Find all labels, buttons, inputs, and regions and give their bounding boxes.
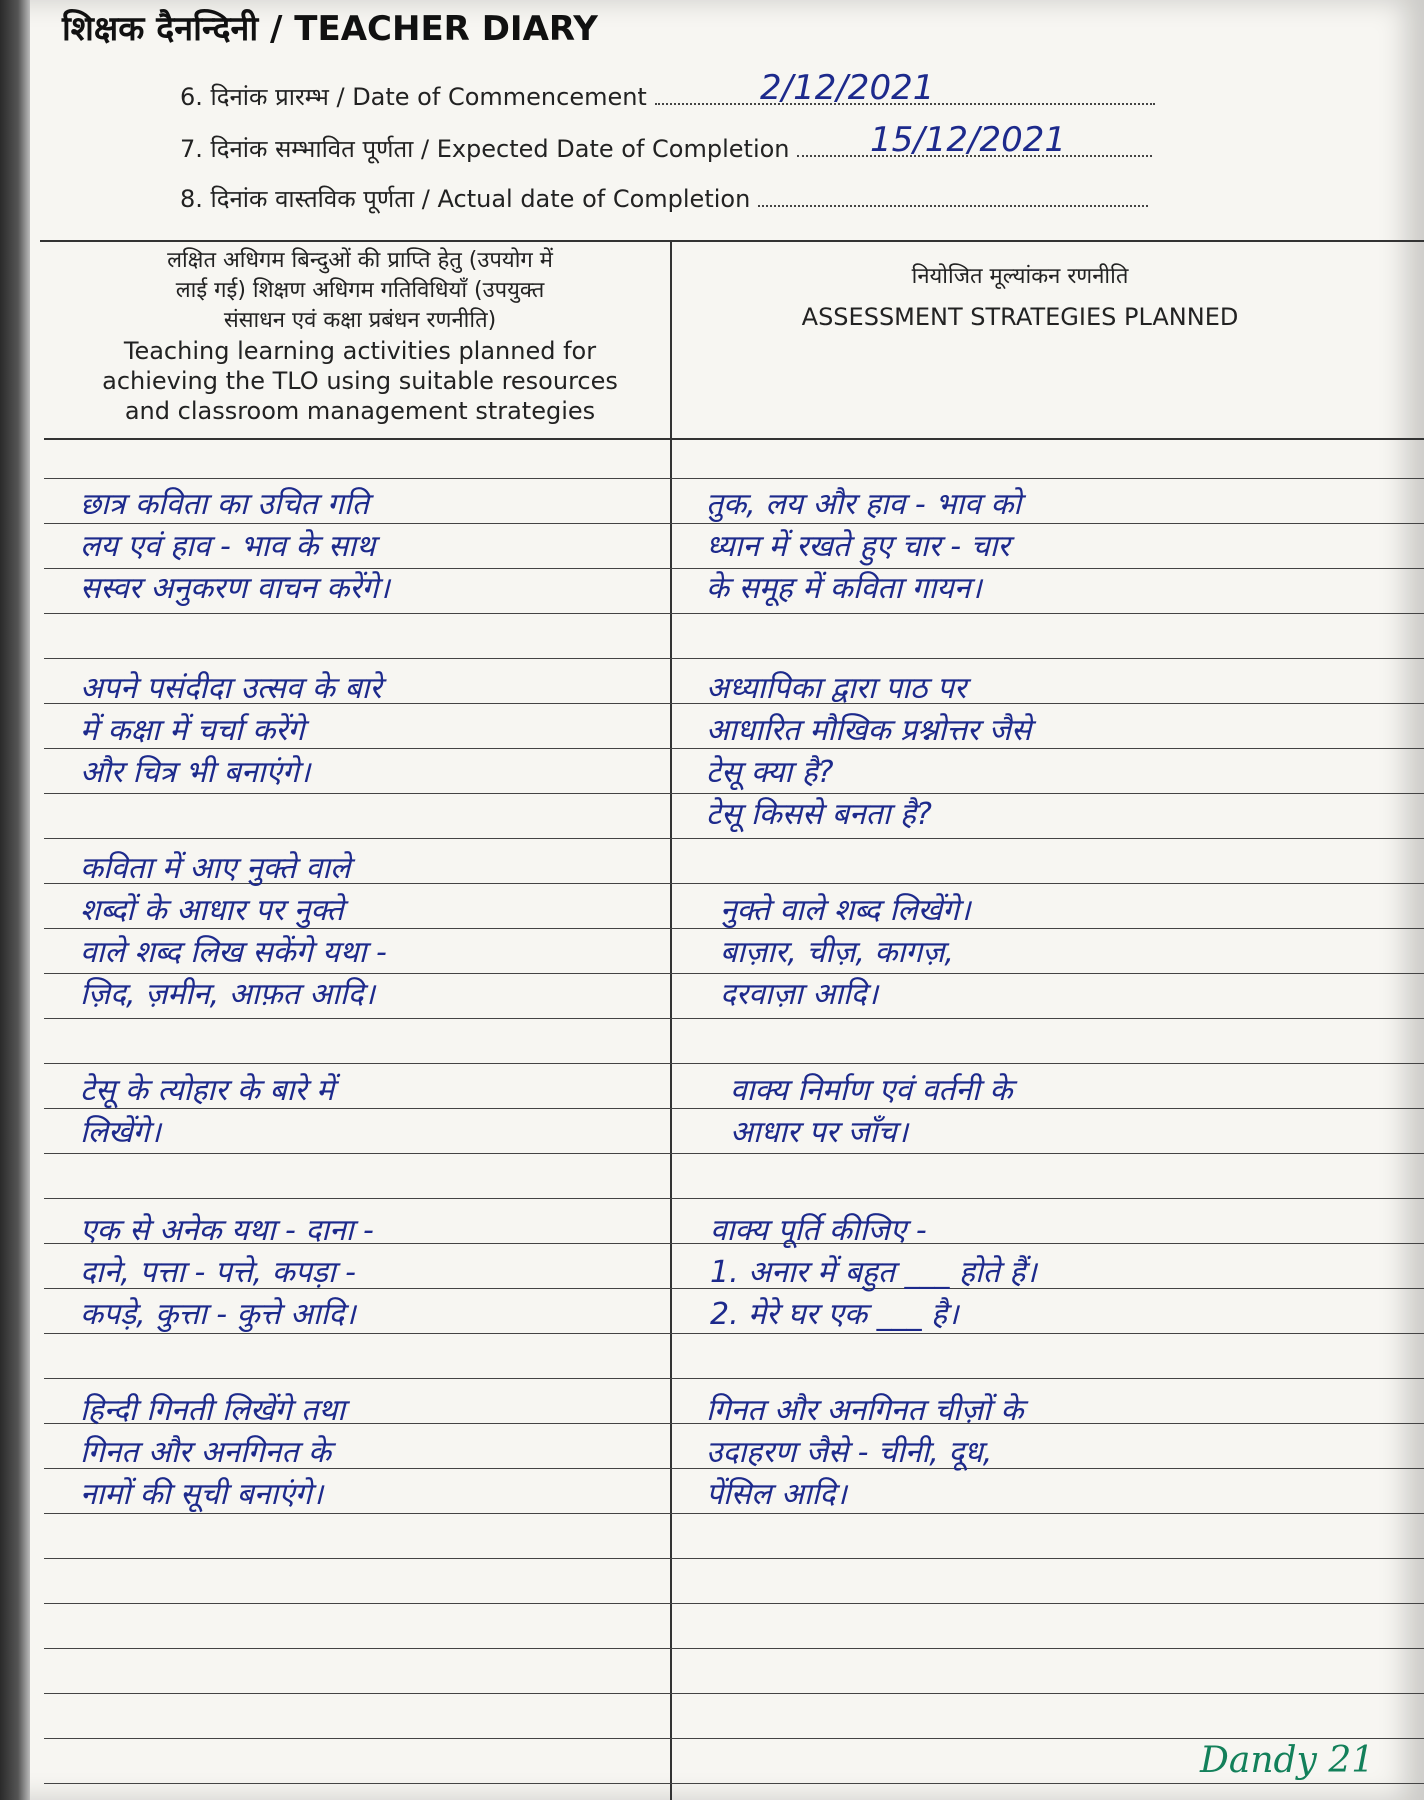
assessment-cell: [710, 1210, 1037, 1336]
header-english-line: and classroom management strategies: [124, 397, 596, 425]
text-line: 1. अनार में बहुत ___ होते हैं।: [710, 1255, 1037, 1290]
header-english: ASSESSMENT STRATEGIES PLANNED: [801, 303, 1239, 331]
ruled-line: [44, 1738, 1424, 1739]
text-line: लिखेंगे।: [80, 1115, 161, 1150]
column-divider: [670, 240, 672, 1800]
activity-cell: [80, 1070, 334, 1154]
header-hindi-line: लक्षित अधिगम बिन्दुओं की प्राप्ति हेतु (उपयोग में: [167, 248, 553, 273]
assessment-cell: [706, 668, 1031, 836]
header-hindi-line: लाई गई) शिक्षण अधिगम गतिविधियाँ (उपयुक्त: [175, 278, 545, 303]
ruled-line: [44, 1018, 1424, 1019]
activity-cell: [80, 484, 390, 610]
ruled-line: [44, 1558, 1424, 1559]
text-line: आधार पर जाँच।: [730, 1115, 908, 1150]
ruled-line: [44, 1693, 1424, 1694]
field-label: 7. दिनांक सम्भावित पूर्णता / Expected Date of Completion: [180, 135, 790, 163]
table-top-rule: [40, 240, 1424, 242]
header-bottom-rule: [44, 438, 1424, 440]
field-value-expected: 15/12/2021: [870, 120, 1066, 160]
text-line: छात्र कविता का उचित गति: [80, 487, 369, 522]
activity-cell: [80, 1390, 345, 1516]
text-line: टेसू किससे बनता है?: [706, 797, 932, 832]
ruled-line: [44, 1603, 1424, 1604]
binding-edge: [0, 0, 30, 1800]
text-line: में कक्षा में चर्चा करेंगे: [80, 713, 305, 748]
text-line: अध्यापिका द्वारा पाठ पर: [706, 671, 967, 706]
text-line: गिनत और अनगिनत चीज़ों के: [706, 1393, 1024, 1428]
text-line: दाने, पत्ता - पत्ते, कपड़ा -: [80, 1255, 356, 1290]
text-line: टेसू के त्योहार के बारे में: [80, 1073, 335, 1108]
text-line: और चित्र भी बनाएंगे।: [80, 755, 311, 790]
assessment-cell: [706, 1390, 1023, 1516]
text-line: वाले शब्द लिख सकेंगे यथा -: [80, 935, 387, 970]
ruled-line: [44, 838, 1424, 839]
header-english-line: Teaching learning activities planned for: [123, 337, 597, 365]
text-line: कपड़े, कुत्ता - कुत्ते आदि।: [80, 1297, 356, 1332]
field-dots: [758, 183, 1148, 207]
text-line: आधारित मौखिक प्रश्नोत्तर जैसे: [706, 713, 1032, 748]
activity-cell: [80, 1210, 374, 1336]
ruled-line: [44, 1378, 1424, 1379]
header-hindi-line: संसाधन एवं कक्षा प्रबंधन रणनीति): [223, 308, 497, 333]
header-hindi: नियोजित मूल्यांकन रणनीति: [911, 264, 1129, 289]
text-line: अपने पसंदीदा उत्सव के बारे: [80, 671, 382, 706]
activity-cell: [80, 848, 387, 1016]
page-title: शिक्षक दैनन्दिनी / TEACHER DIARY: [62, 9, 598, 49]
assessment-cell: [706, 484, 1021, 610]
field-commencement: [180, 80, 1155, 113]
header-english-line: achieving the TLO using suitable resources: [102, 367, 618, 395]
ruled-line: [44, 1648, 1424, 1649]
field-value-commencement: 2/12/2021: [760, 68, 935, 108]
field-actual-completion: [180, 182, 1148, 215]
field-label: 8. दिनांक वास्तविक पूर्णता / Actual date of Completion: [180, 185, 751, 213]
assessment-cell: [730, 1070, 1012, 1154]
text-line: वाक्य निर्माण एवं वर्तनी के: [730, 1073, 1013, 1108]
text-line: पेंसिल आदि।: [706, 1477, 847, 1512]
text-line: नामों की सूची बनाएंगे।: [80, 1477, 324, 1512]
text-line: ज़िद, ज़मीन, आफ़त आदि।: [80, 977, 375, 1012]
text-line: एक से अनेक यथा - दाना -: [80, 1213, 374, 1248]
text-line: 2. मेरे घर एक ___ है।: [710, 1297, 959, 1332]
text-line: सस्वर अनुकरण वाचन करेंगे।: [80, 571, 390, 606]
left-column-header: [80, 246, 640, 426]
ruled-line: [44, 613, 1424, 614]
ruled-line: [44, 1783, 1424, 1784]
text-line: उदाहरण जैसे - चीनी, दूध,: [706, 1435, 993, 1470]
signature: Dandy 21: [1200, 1740, 1375, 1781]
text-line: ध्यान में रखते हुए चार - चार: [706, 529, 1010, 564]
text-line: कविता में आए नुक्ते वाले: [80, 851, 351, 886]
ruled-line: [44, 1063, 1424, 1064]
text-line: तुक, लय और हाव - भाव को: [706, 487, 1022, 522]
text-line: नुक्ते वाले शब्द लिखेंगे।: [720, 893, 971, 928]
text-line: दरवाज़ा आदि।: [720, 977, 878, 1012]
text-line: गिनत और अनगिनत के: [80, 1435, 331, 1470]
field-label: 6. दिनांक प्रारम्भ / Date of Commencement: [180, 83, 647, 111]
text-line: टेसू क्या है?: [706, 755, 834, 790]
right-column-header: [700, 262, 1340, 332]
text-line: के समूह में कविता गायन।: [706, 571, 982, 606]
ruled-line: [44, 478, 1424, 479]
activity-cell: [80, 668, 382, 794]
text-line: लय एवं हाव - भाव के साथ: [80, 529, 376, 564]
assessment-cell: [720, 890, 970, 1016]
ruled-line: [44, 1198, 1424, 1199]
text-line: हिन्दी गिनती लिखेंगे तथा: [80, 1393, 346, 1428]
text-line: बाज़ार, चीज़, कागज़,: [720, 935, 954, 970]
ruled-line: [44, 658, 1424, 659]
text-line: वाक्य पूर्ति कीजिए -: [710, 1213, 927, 1248]
text-line: शब्दों के आधार पर नुक्ते: [80, 893, 344, 928]
